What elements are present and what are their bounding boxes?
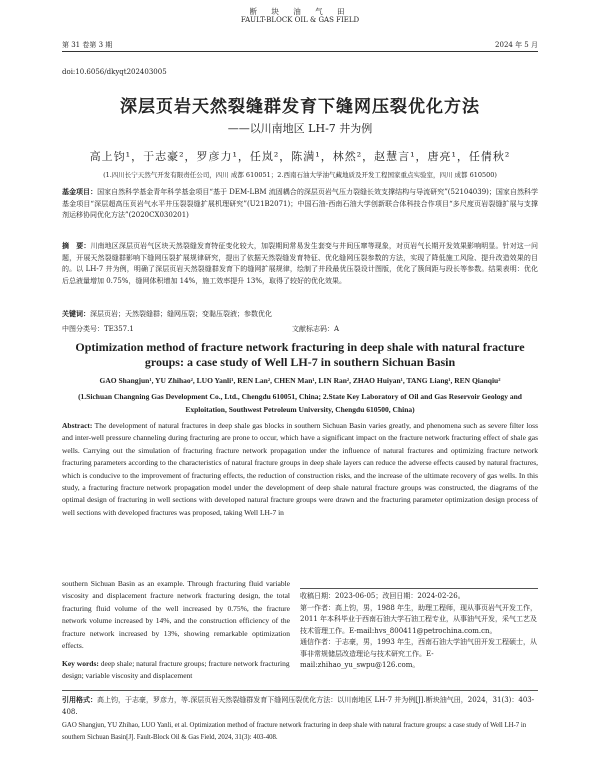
volume-issue: 第 31 卷第 3 期: [62, 41, 113, 49]
abstract-en: [62, 420, 538, 519]
fund-text: 国家自然科学基金青年科学基金项目“基于 DEM-LBM 流固耦合的深层页岩气压力裂缝长效支撑结构与导流研究”(52104039)；国家自然科学基金项目“深层超高压页岩气水平井压裂裂缝扩展机理研究”(U21B2071)；中国石油-西南石油大学创新联合体科技合作项目“多尺度页岩裂缝扩展与支撑剂运移协同优化方法”(2020CX030201): [62, 188, 539, 219]
subtitle-cn: ——以川南地区 LH-7 井为例: [227, 122, 373, 135]
title-cn: 深层页岩天然裂缝群发育下缝网压裂优化方法: [120, 97, 480, 117]
journal-name-en: FAULT-BLOCK OIL & GAS FIELD: [240, 16, 360, 24]
keywords-cn-label: 关键词：: [62, 309, 90, 318]
classification-code: 中图分类号：TE357.1: [62, 325, 134, 333]
keywords-en: [62, 658, 290, 683]
received-date: 收稿日期：2023-06-05；改回日期：2024-02-26。: [300, 592, 465, 600]
doi: doi:10.6056/dkyqt202403005: [62, 68, 167, 76]
abstract-en-label: Abstract:: [62, 421, 93, 430]
fund-info: [62, 186, 538, 222]
citation-rule: [62, 690, 538, 691]
header-rule: [62, 51, 538, 52]
affiliation-en: (1.Sichuan Changning Gas Development Co., Ltd., Chengdu 610051, China; 2.State Key Laboratory of Oil and Gas Reservoir Geology and Exploitation, Southwest Petroleum University, Chengdu 610500, China): [78, 392, 522, 414]
corresponding-author-info: 通信作者：于志豪，男，1993 年生，西南石油大学油气田开发工程硕士，从事非常规储层改造理论与技术研究工作。E-mail:zhihao_yu_swpu@126.com。: [300, 638, 538, 669]
abstract-en-text: The development of natural fractures in deep shale gas blocks in southern Sichuan Basin varies greatly, and phenomena such as severe filter loss and inter-well pressure channeling during fracturing are prone to occur, which have a significant impact on the fracture network fracturing effect of shale gas wells. Carrying out the simulation of fracturing fracture network propagation under the influence of natural fractures and optimizing fracture network fracturing parameters according to the characteristics of natural fracture groups in deep shale layers can reduce the adverse effects caused by natural fractures, which is conducive to the improvement of fracturing effects, the reduction of construction risks, and the increase of the ultimate recovery of gas wells. In this study, a fracturing fracture network propagation model under the development of deep shale natural fracture groups was constructed, the diagrams of the optimal design of fracturing in well sections with developed natural fracture groups were drawn and the fracturing parameter optimization design process of well sections with developed fractures was proposed, taking Well LH-7 in: [62, 421, 538, 517]
authors-en: GAO Shangjun¹, YU Zhihao², LUO Yanli¹, REN Lan², CHEN Man¹, LIN Ran², ZHAO Huiyan¹, TANG Liang¹, REN Qianqiu²: [99, 376, 501, 385]
abstract-en-continued: southern Sichuan Basin as an example. Through fracturing fluid variable viscosity and displacement fracture network fracturing design, the total fracturing fluid volume of the well increased by 0.75%, the fracture network volume increased by 14%, and the construction efficiency of the fracture network increased by 13%, showing remarkable optimization effects.: [62, 579, 290, 651]
citation-cn: [62, 694, 538, 718]
citation-label: 引用格式：: [62, 695, 97, 704]
abstract-cn-text: 川南地区深层页岩气区块天然裂缝发育特征变化较大，加裂期间常易发生套变与井间压窜等现象，对页岩气长期开发效果影响明显。针对这一问题，开展天然裂缝群影响下缝网压裂扩展规律研究，提出了依据天然裂缝发育特征、优化缝网压裂参数的方法，实现了降低施工风险、提升改造效果的目的。以 LH-7 井为例，明确了深层页岩天然裂缝群发育下的缝网扩展规律，绘制了井段最优压裂设计图版，优化了簇间距与段长等参数。结果表明：优化后总液量增加 0.75%，缝网体积增加 14%，施工效率提升 13%，取得了较好的优化效果。: [62, 242, 539, 285]
keywords-cn-text: 深层页岩；天然裂缝群；缝网压裂；变黏压裂液；参数优化: [90, 310, 272, 318]
article-info-box: [300, 588, 538, 672]
journal-name-cn: 断 块 油 气 田: [249, 7, 351, 16]
keywords-en-text: deep shale; natural fracture groups; fracture network fracturing design; variable viscosity and displacement: [62, 659, 290, 681]
abstract-cn-label: 摘 要：: [62, 241, 91, 250]
keywords-cn: [62, 308, 538, 321]
first-author-info: 第一作者：高上钧，男，1988 年生，助理工程师，现从事页岩气开发工作，2011 年本科毕业于西南石油大学石油工程专业，从事油气开发，采气工艺及技术管理工作。E-mail:hvs_800411@petrochina.com.cn。: [300, 603, 538, 635]
title-en: Optimization method of fracture network fracturing in deep shale with natural fracture groups: a case study of Well LH-7 in southern Sichuan Basin: [75, 340, 525, 369]
affiliation-cn: (1.四川长宁天然气开发有限责任公司，四川 成都 610051；2.西南石油大学油气藏地质及开发工程国家重点实验室，四川 成都 610500): [103, 171, 497, 179]
authors-cn: 高上钧¹，于志豪²，罗彦力¹，任岚²，陈满¹，林然²，赵慧言¹，唐亮¹，任倩秋²: [89, 150, 511, 163]
info-separator: [300, 588, 538, 589]
citation-cn-text: 高上钧，于志豪，罗彦力，等.深层页岩天然裂缝群发育下缝网压裂优化方法：以川南地区 LH-7 井为例[J].断块油气田，2024，31(3)：403-408.: [62, 696, 535, 716]
fund-label: 基金项目：: [62, 187, 98, 196]
abstract-cn: [62, 240, 538, 287]
keywords-en-label: Key words:: [62, 659, 99, 668]
document-code: 文献标志码：A: [292, 325, 340, 333]
journal-header: [0, 7, 600, 25]
issue-date: 2024 年 5 月: [495, 41, 538, 49]
citation-en: GAO Shangjun, YU Zhihao, LUO Yanli, et al. Optimization method of fracture network fracturing in deep shale with natural fracture groups: a case study of Well LH-7 in southern Sichuan Basin[J]. Fault-Block Oil & Gas Field, 2024, 31(3): 403-408.: [62, 722, 527, 741]
